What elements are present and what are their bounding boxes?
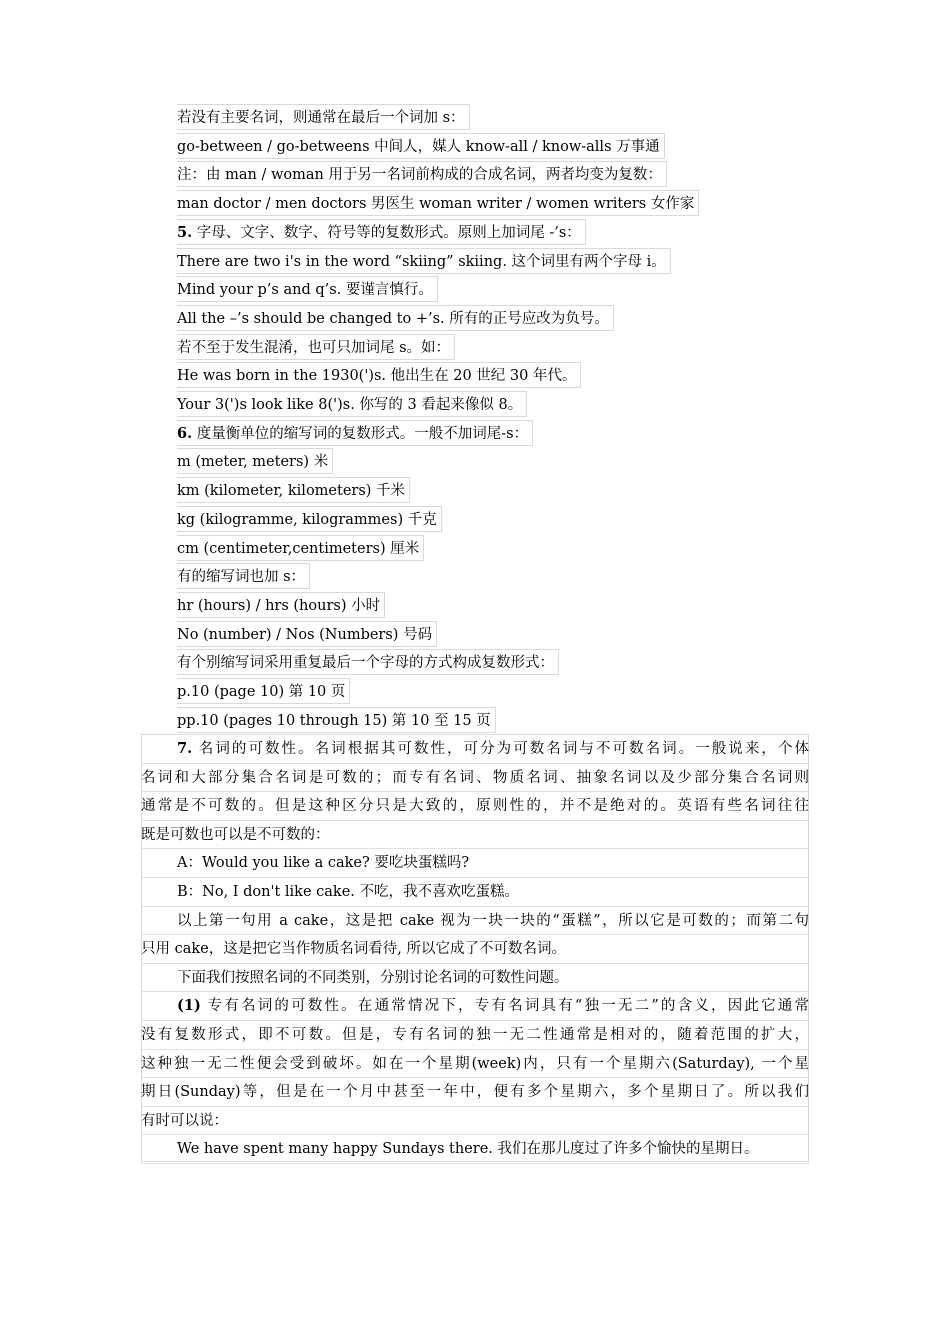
text-line: No (number) / Nos (Numbers) 号码 bbox=[177, 621, 437, 647]
paragraph-line: 以上第一句用 a cake，这是把 cake 视为一块一块的“蛋糕”，所以它是可数的；而第二句 bbox=[141, 907, 809, 936]
text-line: 有的缩写词也加 s： bbox=[177, 563, 310, 589]
text-line: hr (hours) / hrs (hours) 小时 bbox=[177, 592, 385, 618]
section-number: 7. bbox=[177, 740, 193, 757]
text-line: 注：由 man / woman 用于另一名词前构成的合成名词，两者均变为复数： bbox=[177, 161, 667, 187]
paragraph-line: 7. 名词的可数性。名词根据其可数性，可分为可数名词与不可数名词。一般说来，个体 bbox=[141, 735, 809, 764]
text-line: 若不至于发生混淆，也可只加词尾 s。如： bbox=[177, 334, 455, 360]
text-line: He was born in the 1930(')s. 他出生在 20 世纪 30 年代。 bbox=[177, 362, 581, 388]
text-line: pp.10 (pages 10 through 15) 第 10 至 15 页 bbox=[177, 707, 496, 733]
paragraph-line: 通常是不可数的。但是这种区分只是大致的，原则性的，并不是绝对的。英语有些名词往往 bbox=[141, 792, 809, 821]
text-line: p.10 (page 10) 第 10 页 bbox=[177, 678, 350, 704]
paragraph-line: We have spent many happy Sundays there. 我们在那儿度过了许多个愉快的星期日。 bbox=[141, 1135, 809, 1164]
paragraph-line: 这种独一无二性便会受到破坏。如在一个星期(week)内，只有一个星期六(Saturday), 一个星 bbox=[141, 1050, 809, 1079]
text-line: man doctor / men doctors 男医生 woman writer / women writers 女作家 bbox=[177, 190, 699, 216]
paragraph-line: 有时可以说： bbox=[141, 1107, 809, 1136]
text-line: All the –’s should be changed to +’s. 所有的正号应改为负号。 bbox=[177, 305, 614, 331]
section-number: 5. bbox=[177, 223, 193, 241]
text-line: m (meter, meters) 米 bbox=[177, 448, 333, 474]
section-number: (1) bbox=[177, 997, 201, 1015]
section-number: 6. bbox=[177, 424, 193, 442]
text-line: 6. 度量衡单位的缩写词的复数形式。一般不加词尾-s： bbox=[177, 420, 533, 446]
paragraph-line: (1) 专有名词的可数性。在通常情况下，专有名词具有“独一无二”的含义，因此它通常 bbox=[141, 992, 809, 1021]
paragraph-line: B：No, I don't like cake. 不吃，我不喜欢吃蛋糕。 bbox=[141, 878, 809, 907]
paragraph-line: 期日(Sunday)等，但是在一个月中甚至一年中，便有多个星期六，多个星期日了。所以我们 bbox=[141, 1078, 809, 1107]
paragraph-line: 下面我们按照名词的不同类别，分别讨论名词的可数性问题。 bbox=[141, 964, 809, 993]
text-line: There are two i's in the word “skiing” skiing. 这个词里有两个字母 i。 bbox=[177, 248, 671, 274]
text-line: kg (kilogramme, kilogrammes) 千克 bbox=[177, 506, 442, 532]
text-line: km (kilometer, kilometers) 千米 bbox=[177, 477, 410, 503]
paragraph-line: 既是可数也可以是不可数的： bbox=[141, 821, 809, 850]
paragraph-line: 名词和大部分集合名词是可数的；而专有名词、物质名词、抽象名词以及少部分集合名词则 bbox=[141, 764, 809, 793]
paragraph-line: 只用 cake，这是把它当作物质名词看待, 所以它成了不可数名词。 bbox=[141, 935, 809, 964]
text-line: go-between / go-betweens 中间人，媒人 know-all / know-alls 万事通 bbox=[177, 133, 665, 159]
text-line: Mind your p’s and q’s. 要谨言慎行。 bbox=[177, 276, 438, 302]
paragraph-line: A：Would you like a cake? 要吃块蛋糕吗? bbox=[141, 849, 809, 878]
text-line: cm (centimeter,centimeters) 厘米 bbox=[177, 535, 424, 561]
text-line: 有个别缩写词采用重复最后一个字母的方式构成复数形式： bbox=[177, 649, 559, 675]
text-line: 若没有主要名词，则通常在最后一个词加 s： bbox=[177, 104, 470, 130]
text-line: Your 3(')s look like 8(')s. 你写的 3 看起来像似 8。 bbox=[177, 391, 527, 417]
text-line: 5. 字母、文字、数字、符号等的复数形式。原则上加词尾 -’s： bbox=[177, 219, 586, 245]
paragraph-line: 没有复数形式，即不可数。但是，专有名词的独一无二性通常是相对的，随着范围的扩大， bbox=[141, 1021, 809, 1050]
